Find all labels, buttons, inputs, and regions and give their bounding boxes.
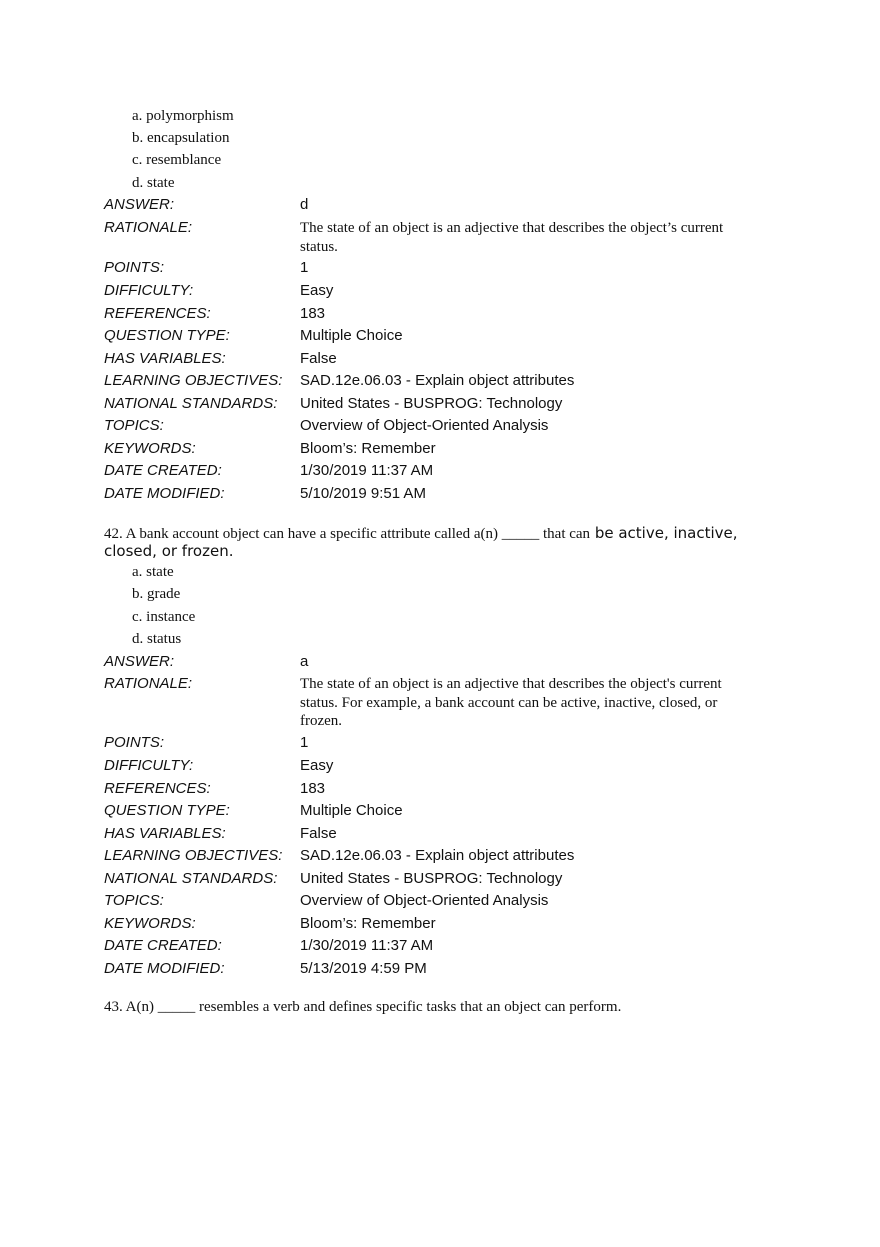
q41-date-created-label: DATE CREATED: (104, 462, 222, 479)
q42-question-part2: be active, inactive, (590, 524, 738, 542)
q42-option-a: a. state (132, 564, 174, 580)
q41-learning-objectives-label: LEARNING OBJECTIVES: (104, 372, 283, 389)
q41-topics-label: TOPICS: (104, 417, 164, 434)
q42-answer-label: ANSWER: (104, 653, 175, 670)
q41-date-created-value: 1/30/2019 11:37 AM (300, 462, 434, 479)
q42-national-standards-label: NATIONAL STANDARDS: (104, 870, 278, 887)
q42-topics-value: Overview of Object-Oriented Analysis (300, 892, 549, 909)
q42-date-created-value: 1/30/2019 11:37 AM (300, 937, 434, 954)
q42-date-modified-value: 5/13/2019 4:59 PM (300, 960, 427, 977)
q42-rationale-text: The state of an object is an adjective that describes the object's current status. For example, a bank account can be active, inactive, closed, or frozen. (300, 676, 722, 729)
q42-date-modified-label: DATE MODIFIED: (104, 960, 225, 977)
q42-references-value: 183 (300, 780, 326, 797)
q41-national-standards-label: NATIONAL STANDARDS: (104, 395, 278, 412)
q41-points-label: POINTS: (104, 259, 165, 276)
q42-learning-objectives-value: SAD.12e.06.03 - Explain object attributes (300, 847, 575, 864)
q41-has-variables-value: False (300, 350, 337, 367)
q41-option-b: b. encapsulation (132, 130, 230, 146)
q42-difficulty-label: DIFFICULTY: (104, 757, 194, 774)
q41-points-value: 1 (300, 259, 309, 276)
q41-option-d: d. state (132, 175, 175, 191)
q41-question-type-label: QUESTION TYPE: (104, 327, 230, 344)
q41-option-c: c. resemblance (132, 152, 222, 168)
q41-difficulty-value: Easy (300, 282, 334, 299)
q41-references-value: 183 (300, 305, 326, 322)
q42-date-created-label: DATE CREATED: (104, 937, 222, 954)
q42-keywords-label: KEYWORDS: (104, 915, 196, 932)
q42-has-variables-value: False (300, 825, 337, 842)
q41-national-standards-value: United States - BUSPROG: Technology (300, 395, 563, 412)
q41-rationale-text: The state of an object is an adjective that describes the object’s current status. (300, 220, 724, 255)
q41-option-a: a. polymorphism (132, 108, 234, 124)
q42-question-type-label: QUESTION TYPE: (104, 802, 230, 819)
q42-national-standards-value: United States - BUSPROG: Technology (300, 870, 563, 887)
q41-references-label: REFERENCES: (104, 305, 211, 322)
q41-date-modified-label: DATE MODIFIED: (104, 485, 225, 502)
q42-question-type-value: Multiple Choice (300, 802, 403, 819)
q41-difficulty-label: DIFFICULTY: (104, 282, 194, 299)
q43-question-text: 43. A(n) _____ resembles a verb and defines specific tasks that an object can perform. (104, 999, 622, 1015)
q42-rationale-label: RATIONALE: (104, 675, 193, 692)
q42-references-label: REFERENCES: (104, 780, 211, 797)
q41-date-modified-value: 5/10/2019 9:51 AM (300, 485, 426, 502)
q41-question-type-value: Multiple Choice (300, 327, 403, 344)
q41-answer-label: ANSWER: (104, 196, 175, 213)
q42-option-c: c. instance (132, 609, 196, 625)
q42-keywords-value: Bloom’s: Remember (300, 915, 436, 932)
q41-topics-value: Overview of Object-Oriented Analysis (300, 417, 549, 434)
q42-difficulty-value: Easy (300, 757, 334, 774)
q41-keywords-label: KEYWORDS: (104, 440, 196, 457)
q41-has-variables-label: HAS VARIABLES: (104, 350, 226, 367)
q42-question-part1: 42. A bank account object can have a specific attribute called a(n) _____ that can (104, 526, 591, 542)
q41-rationale-label: RATIONALE: (104, 219, 193, 236)
q41-answer-value: d (300, 196, 309, 213)
q42-answer-value: a (300, 653, 309, 670)
q42-points-value: 1 (300, 734, 309, 751)
q41-learning-objectives-value: SAD.12e.06.03 - Explain object attributes (300, 372, 575, 389)
q42-question-text-line2: closed, or frozen. (104, 542, 234, 560)
q42-option-b: b. grade (132, 586, 181, 602)
q41-keywords-value: Bloom’s: Remember (300, 440, 436, 457)
q42-has-variables-label: HAS VARIABLES: (104, 825, 226, 842)
q42-topics-label: TOPICS: (104, 892, 164, 909)
q42-option-d: d. status (132, 631, 182, 647)
q42-learning-objectives-label: LEARNING OBJECTIVES: (104, 847, 283, 864)
q42-question-text (104, 524, 738, 543)
q42-points-label: POINTS: (104, 734, 165, 751)
